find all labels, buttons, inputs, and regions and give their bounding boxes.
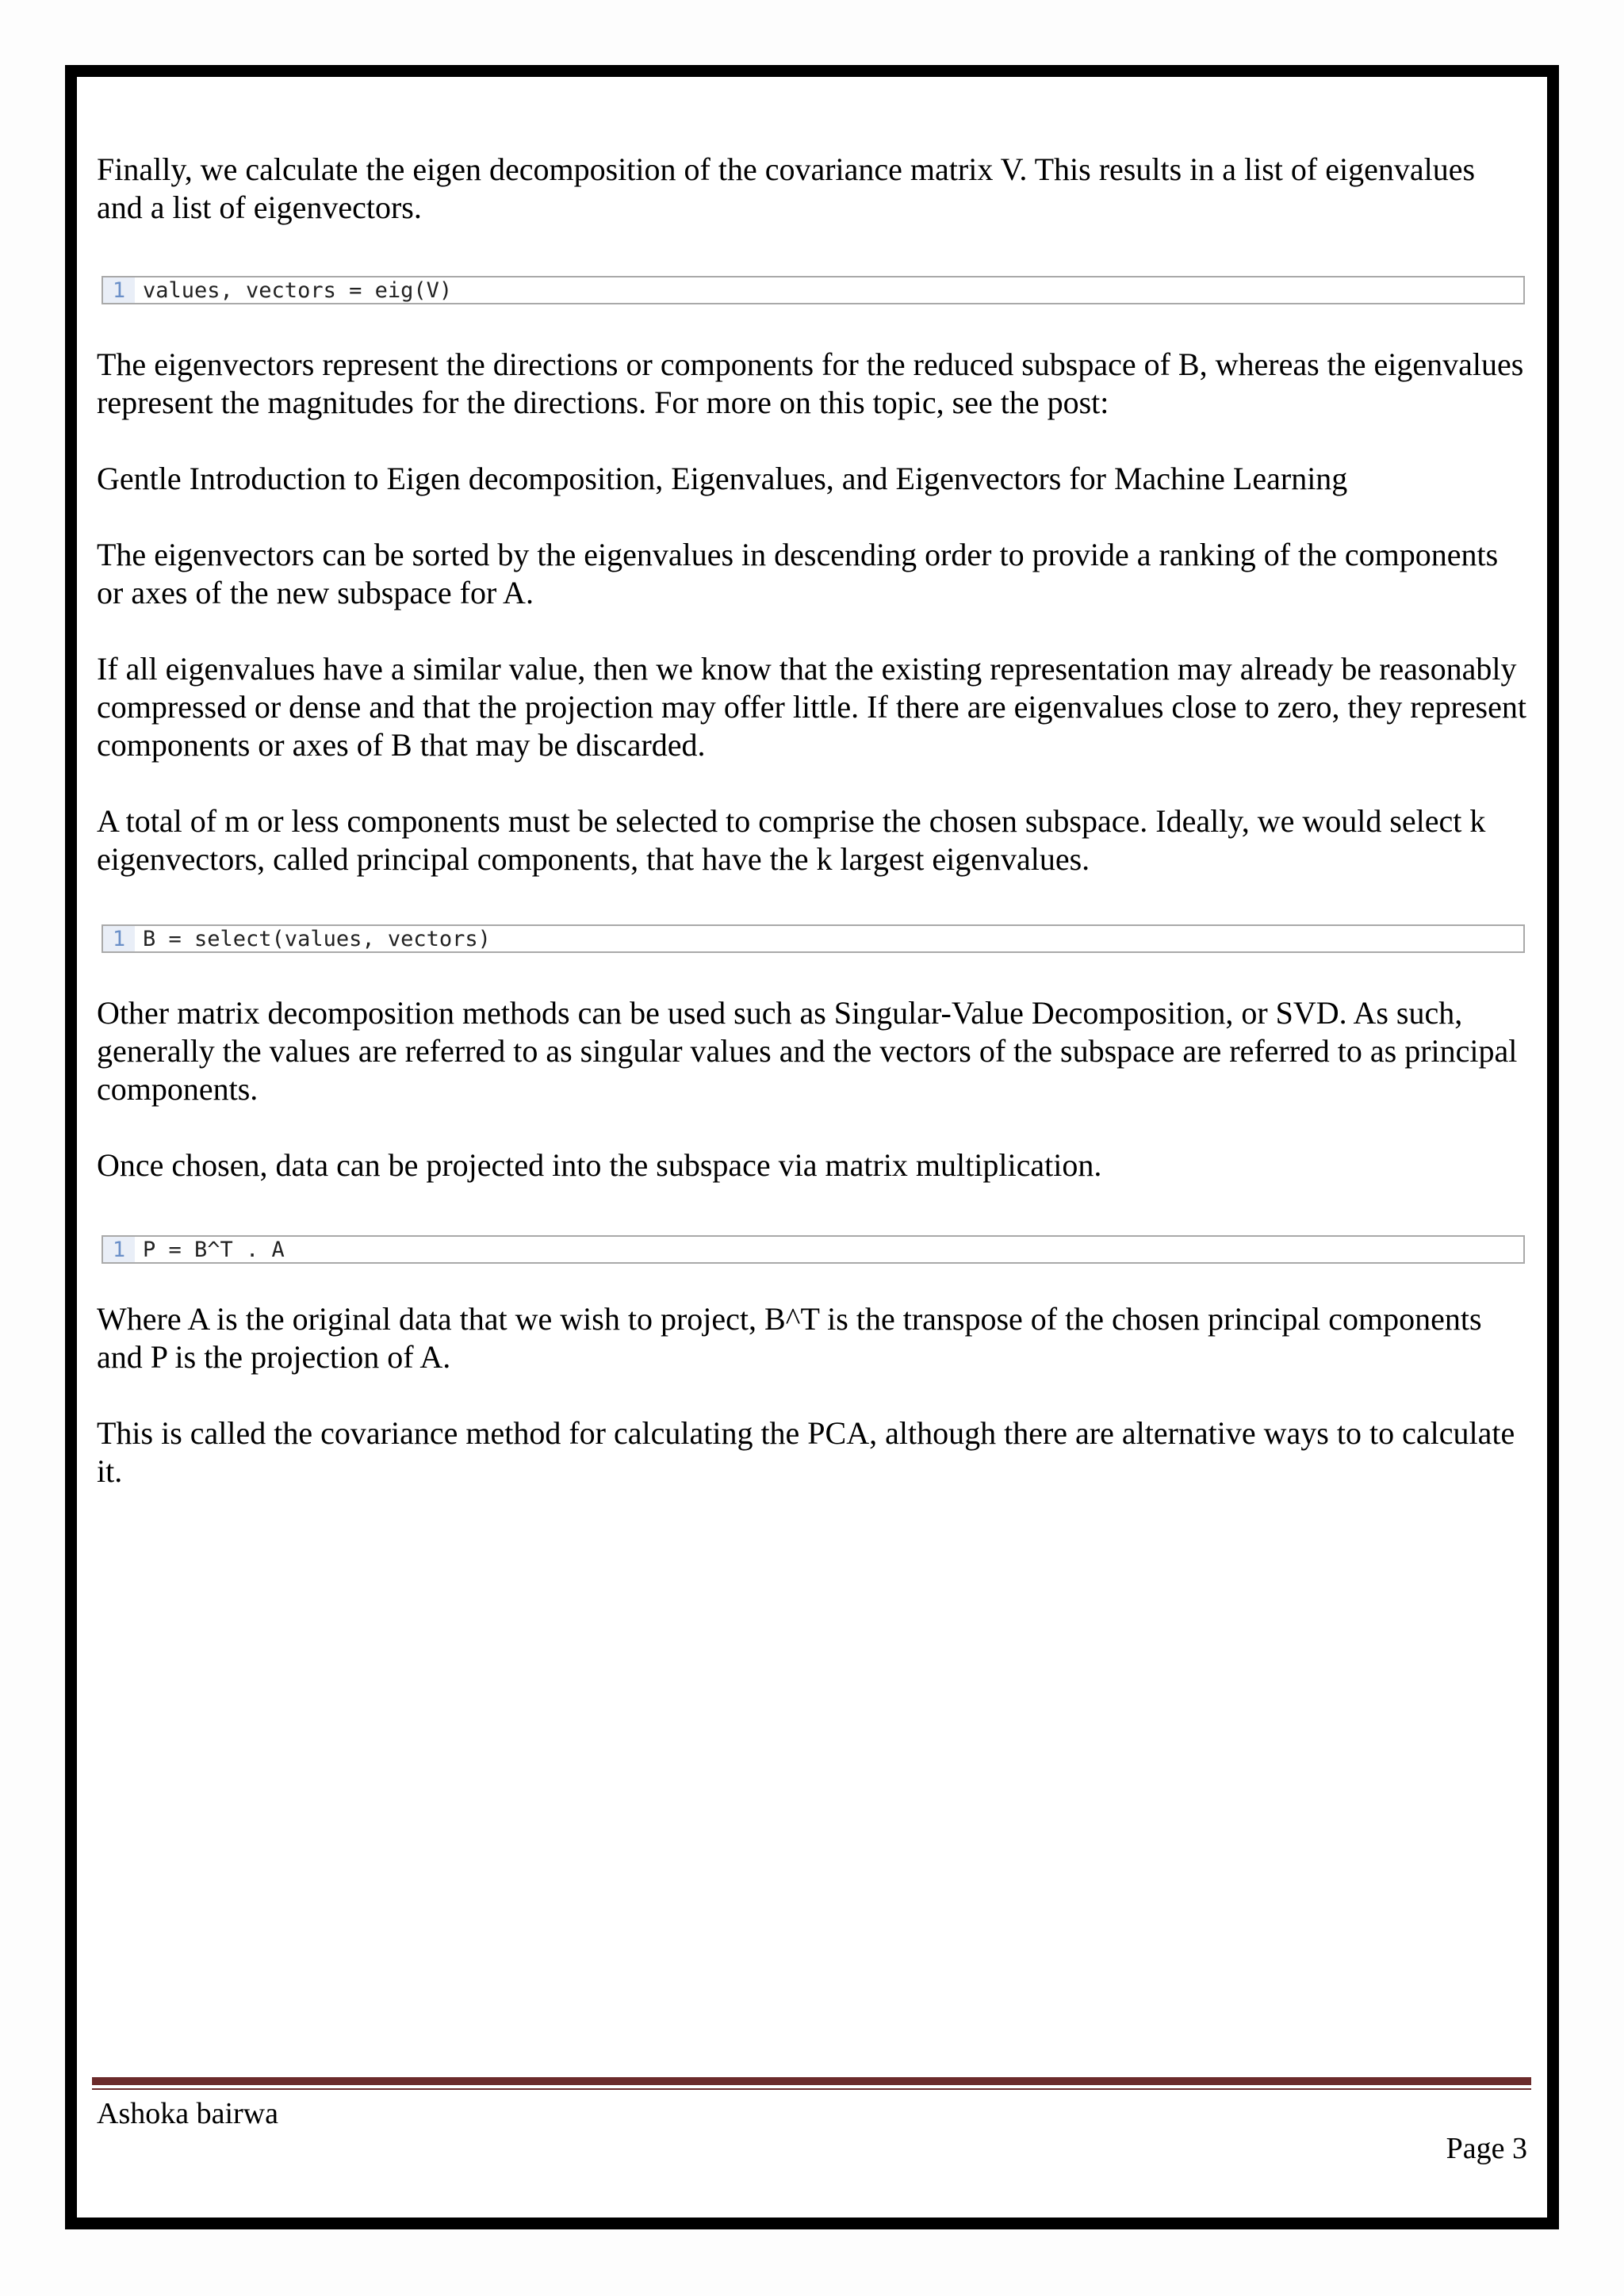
code-text: values, vectors = eig(V) [143, 277, 453, 303]
code-text: P = B^T . A [143, 1237, 285, 1262]
line-number: 1 [103, 277, 135, 303]
paragraph-6: A total of m or less components must be selected to comprise the chosen subspace. Ideally, we would select k eigenvectors, called principal components, that have the k largest eigenvalues. [97, 803, 1486, 877]
paragraph-2: The eigenvectors represent the directions or components for the reduced subspace of B, whereas the eigenvalues represent the magnitudes for the directions. For more on this topic, see the post: [97, 346, 1524, 420]
code-block-eig [102, 276, 1525, 304]
line-number: 1 [103, 926, 135, 951]
code-block-projection [102, 1235, 1525, 1264]
paragraph-9: Where A is the original data that we wish to project, B^T is the transpose of the chosen principal components and P is the projection of A. [97, 1301, 1482, 1375]
footer-author: Ashoka bairwa [97, 2097, 278, 2130]
paragraph-10: This is called the covariance method for calculating the PCA, although there are alternative ways to to calculate it. [97, 1415, 1515, 1489]
paragraph-4: The eigenvectors can be sorted by the eigenvalues in descending order to provide a ranking of the components or axes of the new subspace for A. [97, 537, 1499, 610]
line-number: 1 [103, 1237, 135, 1262]
paragraph-3: Gentle Introduction to Eigen decomposition, Eigenvalues, and Eigenvectors for Machine Learning [97, 461, 1348, 496]
code-text: B = select(values, vectors) [143, 926, 491, 951]
footer-rule [92, 2077, 1531, 2085]
paragraph-1: Finally, we calculate the eigen decomposition of the covariance matrix V. This results in a list of eigenvalues and a list of eigenvectors. [97, 151, 1476, 225]
paragraph-8: Once chosen, data can be projected into the subspace via matrix multiplication. [97, 1147, 1102, 1183]
page-number: Page 3 [1446, 2132, 1527, 2165]
paragraph-5: If all eigenvalues have a similar value, then we know that the existing representation may already be reasonably compressed or dense and that the projection may offer little. If there are eigenvalues close to zero, they represent components or axes of B that may be discarded. [97, 651, 1526, 763]
footer-rule-thin [92, 2088, 1531, 2090]
code-block-select [102, 924, 1525, 953]
paragraph-7: Other matrix decomposition methods can be used such as Singular-Value Decomposition, or SVD. As such, generally the values are referred to as singular values and the vectors of the subspace are referred to as principal components. [97, 995, 1518, 1107]
